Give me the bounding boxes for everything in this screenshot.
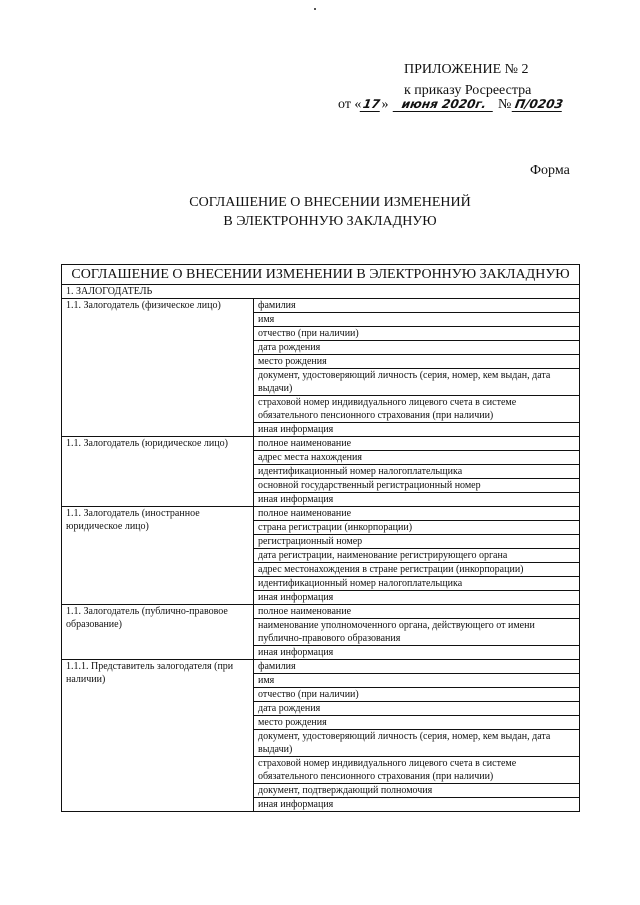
field-cell: фамилия bbox=[254, 299, 580, 313]
field-cell: иная информация bbox=[254, 423, 580, 437]
table-row bbox=[62, 437, 580, 451]
field-cell: отчество (при наличии) bbox=[254, 688, 580, 702]
field-cell: идентификационный номер налогоплательщика bbox=[254, 465, 580, 479]
field-cell: полное наименование bbox=[254, 507, 580, 521]
field-cell: место рождения bbox=[254, 355, 580, 369]
table-row bbox=[62, 660, 580, 674]
document-title-line-1: СОГЛАШЕНИЕ О ВНЕСЕНИИ ИЗМЕНЕНИЙ bbox=[189, 195, 471, 210]
order-month-handwritten: июня 2020г. bbox=[393, 97, 496, 112]
field-cell: иная информация bbox=[254, 646, 580, 660]
table-title-row bbox=[62, 265, 580, 285]
field-cell: имя bbox=[254, 674, 580, 688]
appendix-number: ПРИЛОЖЕНИЕ № 2 bbox=[404, 62, 529, 77]
field-cell: документ, подтверждающий полномочия bbox=[254, 784, 580, 798]
table-title: СОГЛАШЕНИЕ О ВНЕСЕНИИ ИЗМЕНЕНИИ В ЭЛЕКТРОННУЮ ЗАКЛАДНУЮ bbox=[62, 265, 580, 285]
field-cell: фамилия bbox=[254, 660, 580, 674]
form-label: Форма bbox=[530, 163, 570, 178]
group-label: 1.1. Залогодатель (юридическое лицо) bbox=[62, 437, 254, 507]
section-row bbox=[62, 285, 580, 299]
table-row bbox=[62, 507, 580, 521]
field-cell: иная информация bbox=[254, 493, 580, 507]
field-cell: документ, удостоверяющий личность (серия, номер, кем выдан, дата выдачи) bbox=[254, 730, 580, 757]
field-cell: место рождения bbox=[254, 716, 580, 730]
order-from-label: от « bbox=[338, 97, 362, 112]
scan-speck bbox=[314, 8, 316, 10]
field-cell: идентификационный номер налогоплательщика bbox=[254, 577, 580, 591]
field-cell: страна регистрации (инкорпорации) bbox=[254, 521, 580, 535]
table-row bbox=[62, 299, 580, 313]
field-cell: имя bbox=[254, 313, 580, 327]
field-cell: дата регистрации, наименование регистрирующего органа bbox=[254, 549, 580, 563]
group-label: 1.1. Залогодатель (публично-правовое образование) bbox=[62, 605, 254, 660]
order-close-quote: » bbox=[381, 97, 389, 112]
field-cell: полное наименование bbox=[254, 437, 580, 451]
document-title bbox=[140, 193, 520, 231]
appendix-block bbox=[404, 60, 531, 101]
agreement-table bbox=[61, 264, 580, 812]
section-title: 1. ЗАЛОГОДАТЕЛЬ bbox=[62, 285, 580, 299]
field-cell: иная информация bbox=[254, 591, 580, 605]
order-number-handwritten: П/0203 bbox=[512, 97, 565, 112]
field-cell: основной государственный регистрационный номер bbox=[254, 479, 580, 493]
group-label: 1.1. Залогодатель (иностранное юридическое лицо) bbox=[62, 507, 254, 605]
field-cell: полное наименование bbox=[254, 605, 580, 619]
group-label: 1.1.1. Представитель залогодателя (при наличии) bbox=[62, 660, 254, 812]
field-cell: адрес местонахождения в стране регистрации (инкорпорации) bbox=[254, 563, 580, 577]
order-day-handwritten: 17 bbox=[360, 97, 383, 112]
field-cell: иная информация bbox=[254, 798, 580, 812]
order-date-line bbox=[338, 97, 563, 113]
appendix-order-ref: к приказу Росреестра bbox=[404, 83, 532, 98]
field-cell: регистрационный номер bbox=[254, 535, 580, 549]
field-cell: документ, удостоверяющий личность (серия, номер, кем выдан, дата выдачи) bbox=[254, 369, 580, 396]
field-cell: адрес места нахождения bbox=[254, 451, 580, 465]
field-cell: отчество (при наличии) bbox=[254, 327, 580, 341]
field-cell: дата рождения bbox=[254, 702, 580, 716]
document-title-line-2: В ЭЛЕКТРОННУЮ ЗАКЛАДНУЮ bbox=[223, 214, 437, 229]
field-cell: страховой номер индивидуального лицевого счета в системе обязательного пенсионного страхования (при наличии) bbox=[254, 396, 580, 423]
field-cell: наименование уполномоченного органа, действующего от имени публично-правового образования bbox=[254, 619, 580, 646]
group-label: 1.1. Залогодатель (физическое лицо) bbox=[62, 299, 254, 437]
order-number-sign: № bbox=[497, 97, 512, 112]
field-cell: страховой номер индивидуального лицевого счета в системе обязательного пенсионного страхования (при наличии) bbox=[254, 757, 580, 784]
field-cell: дата рождения bbox=[254, 341, 580, 355]
table-row bbox=[62, 605, 580, 619]
